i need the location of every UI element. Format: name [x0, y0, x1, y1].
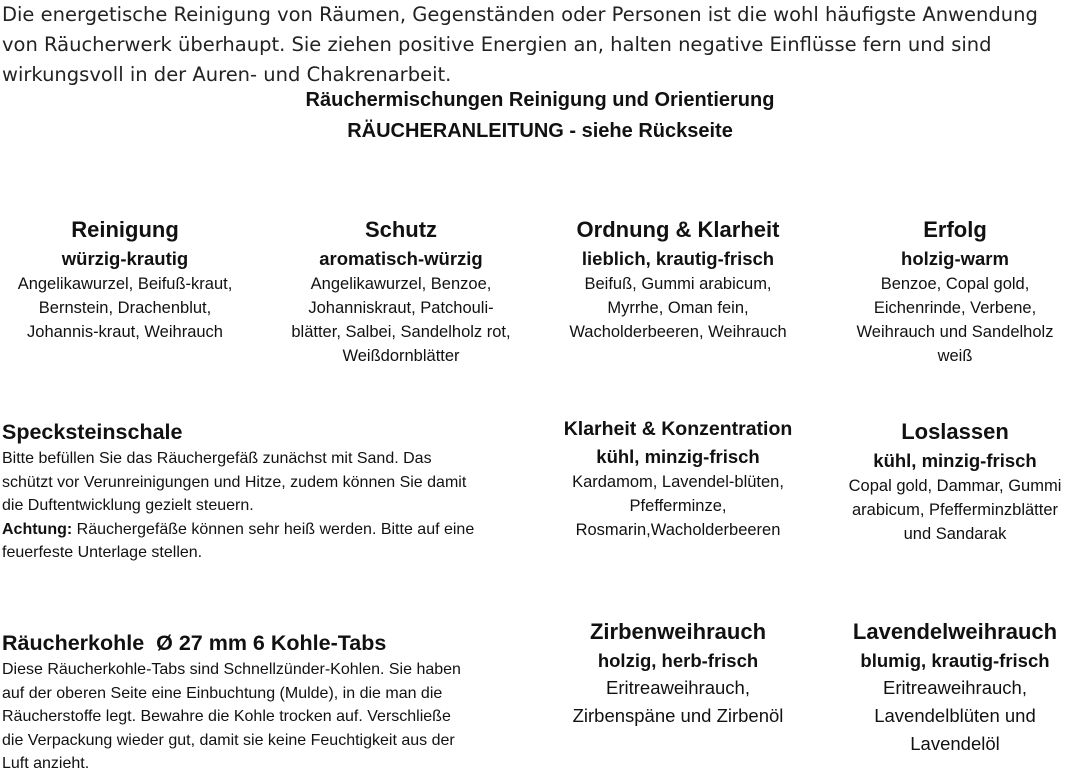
raeucherkohle-info: [2, 628, 522, 776]
warning-label: Achtung:: [2, 520, 73, 538]
blend-ingredients: Wacholderbeeren, Weihrauch: [569, 323, 787, 341]
blend-ingredients: und Sandarak: [903, 525, 1007, 543]
blend-ingredients: Angelikawurzel, Benzoe,: [310, 275, 492, 293]
blend-erfolg: [835, 215, 1075, 368]
blend-ingredients: Johanniskraut, Patchouli-: [308, 299, 494, 317]
intro-line: von Räucherwerk überhaupt. Sie ziehen positive Energien an, halten negative Einflüsse fern und sind: [2, 33, 992, 56]
blend-title: Schutz: [364, 217, 438, 242]
blend-loslassen: [835, 417, 1075, 546]
blend-ingredients: Copal gold, Dammar, Gummi: [848, 477, 1062, 495]
blend-scent: holzig-warm: [901, 248, 1009, 269]
blend-ingredients: Lavendelblüten und: [874, 705, 1036, 726]
blend-ingredients: Lavendelöl: [910, 733, 1000, 754]
blend-ingredients: Eritreaweihrauch,: [606, 677, 750, 698]
blend-scent: lieblich, krautig-frisch: [581, 248, 775, 269]
blend-title: Lavendelweihrauch: [852, 619, 1058, 644]
info-line: die Verpackung wieder gut, damit sie keine Feuchtigkeit aus der: [2, 731, 455, 749]
blend-ordnung-klarheit: [548, 215, 808, 344]
blend-ingredients: Pfefferminze,: [629, 497, 727, 515]
warning-line: [2, 518, 532, 542]
blend-ingredients: weiß: [937, 347, 973, 365]
blend-title: Loslassen: [901, 419, 1009, 444]
blend-ingredients: Weihrauch und Sandelholz: [856, 323, 1054, 341]
blend-ingredients: Eichenrinde, Verbene,: [873, 299, 1037, 317]
info-line: Räucherstoffe legt. Bewahre die Kohle trocken auf. Verschließe: [2, 708, 451, 725]
blend-lavendelweihrauch: [835, 617, 1075, 758]
intro-paragraph: [2, 0, 1078, 90]
blend-ingredients: Myrrhe, Oman fein,: [607, 299, 749, 317]
blend-title: Ordnung & Klarheit: [576, 217, 780, 242]
info-line: auf der oberen Seite eine Einbuchtung (Mulde), in die man die: [2, 684, 443, 702]
blend-reinigung: [0, 215, 250, 344]
blend-ingredients: Zirbenspäne und Zirbenöl: [572, 705, 784, 726]
blend-title: Klarheit & Konzentration: [563, 418, 793, 440]
info-line: Luft anzieht.: [2, 755, 90, 772]
blend-scent: kühl, minzig-frisch: [873, 450, 1037, 471]
warning-text: Räuchergefäße können sehr heiß werden. Bitte auf eine: [72, 520, 475, 538]
blend-ingredients: blätter, Salbei, Sandelholz rot,: [291, 323, 511, 341]
blend-ingredients: Eritreaweihrauch,: [883, 677, 1027, 698]
headline: Räuchermischungen Reinigung und Orientierung: [305, 89, 775, 111]
blend-title: Erfolg: [923, 217, 987, 242]
blend-scent: kühl, minzig-frisch: [596, 446, 760, 467]
blend-ingredients: arabicum, Pfefferminzblätter: [851, 501, 1059, 519]
blend-scent: aromatisch-würzig: [319, 248, 483, 269]
info-line: Diese Räucherkohle-Tabs sind Schnellzünder-Kohlen. Sie haben: [2, 661, 461, 678]
blend-title: Reinigung: [71, 217, 179, 242]
info-line: feuerfeste Unterlage stellen.: [2, 544, 203, 561]
specksteinschale-info: [2, 417, 532, 565]
blend-ingredients: Angelikawurzel, Beifuß-kraut,: [17, 275, 233, 293]
blend-zirbenweihrauch: [548, 617, 808, 730]
intro-line: wirkungsvoll in der Auren- und Chakrenarbeit.: [2, 63, 452, 86]
blend-ingredients: Bernstein, Drachenblut,: [38, 299, 212, 317]
blend-schutz: [272, 215, 530, 368]
section-title: Specksteinschale: [2, 420, 183, 444]
blend-scent: blumig, krautig-frisch: [860, 650, 1050, 671]
blend-ingredients: Rosmarin,Wacholderbeeren: [575, 521, 781, 539]
blend-ingredients: Benzoe, Copal gold,: [880, 275, 1030, 293]
info-line: schützt vor Verunreinigungen und Hitze, zudem können Sie damit: [2, 473, 467, 491]
blend-ingredients: Weißdornblätter: [342, 347, 460, 365]
blend-scent: würzig-krautig: [61, 248, 189, 269]
info-line: die Duftentwicklung gezielt steuern.: [2, 497, 254, 514]
subheadline: RÄUCHERANLEITUNG - siehe Rückseite: [347, 120, 733, 142]
blend-title: Zirbenweihrauch: [589, 619, 767, 644]
blend-ingredients: Kardamom, Lavendel-blüten,: [572, 473, 784, 491]
info-line: Bitte befüllen Sie das Räuchergefäß zunächst mit Sand. Das: [2, 450, 432, 467]
blend-ingredients: Johannis-kraut, Weihrauch: [27, 323, 223, 341]
section-title: Räucherkohle Ø 27 mm 6 Kohle-Tabs: [2, 631, 387, 655]
blend-scent: holzig, herb-frisch: [597, 650, 759, 671]
intro-line: Die energetische Reinigung von Räumen, Gegenständen oder Personen ist die wohl häufigste Anwendung: [2, 3, 1038, 26]
blend-ingredients: Beifuß, Gummi arabicum,: [584, 275, 772, 293]
blend-klarheit-konzentration: [548, 415, 808, 542]
